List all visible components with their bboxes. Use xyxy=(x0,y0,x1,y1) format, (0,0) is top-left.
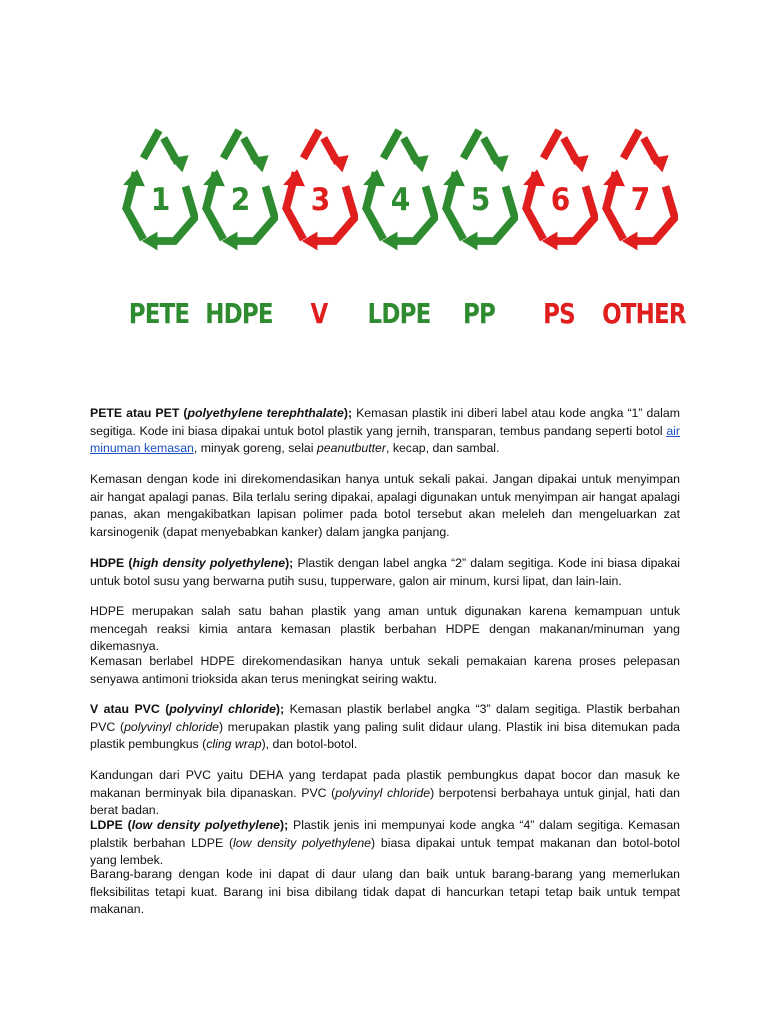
term-italic: high density polyethylene xyxy=(132,556,286,570)
resin-code-7 xyxy=(600,122,686,347)
italic-text: low density polyethylene xyxy=(233,835,372,850)
paragraph-text: Plastik jenis ini mempunyai kode angka “4” dalam segitiga. Kemasan plalstik berbahan LDPE ( xyxy=(90,818,681,850)
paragraph-text: ) berpotensi berbahaya untuk ginjal, hati dan berat badan. xyxy=(90,785,680,818)
term-italic: polyvinyl chloride xyxy=(169,702,276,716)
recycle-triangle-icon xyxy=(520,122,598,282)
resin-code-5 xyxy=(440,122,518,347)
code-number: 3 xyxy=(310,181,331,218)
paragraph-text: Kemasan dengan kode ini direkomendasikan hanya untuk sekali pakai. Jangan dipakai untuk menyimpan air hangat apalagi panas. Bila terlalu sering dipakai, apalagi digunakan untuk menyimpan air hangat apalagi panas, akan mengakibatkan lapisan polimer pada botol tersebut akan meleleh dan mengeluarkan zat karsinogenik (dapat menyebabkan kanker) dalam jangka panjang. xyxy=(90,472,680,539)
paragraph-ldpe xyxy=(90,817,680,870)
paragraph-hdpe-recommendation xyxy=(90,653,680,688)
recycle-triangle-icon xyxy=(440,122,518,282)
term-heading: PETE atau PET ( xyxy=(90,406,188,420)
recycle-triangle-icon xyxy=(360,122,438,282)
paragraph-text: Kemasan plastik ini diberi label atau kode angka “1” dalam segitiga. Kode ini biasa dipakai untuk botol plastik yang jernih, transparan, tembus pandang seperti botol xyxy=(90,406,680,438)
term-heading: HDPE ( xyxy=(90,556,133,570)
paragraph-text: , minyak goreng, selai xyxy=(193,441,317,456)
paragraph-text: Plastik dengan label angka “2” dalam segitiga. Kode ini biasa dipakai untuk botol susu yang berwarna putih susu, tupperware, galon air minum, kursi lipat, dan lain-lain. xyxy=(90,556,680,588)
plastic-codes-image xyxy=(120,112,686,357)
code-number: 2 xyxy=(230,181,251,218)
paragraph-pvc-danger xyxy=(90,767,680,820)
paragraph-text: ) biasa dipakai untuk tempat makanan dan botol-botol yang lembek. xyxy=(90,835,680,868)
paragraph-text: , kecap, dan sambal. xyxy=(385,441,500,456)
paragraph-pete xyxy=(90,405,680,458)
paragraph-text: Kandungan dari PVC yaitu DEHA yang terdapat pada plastik pembungkus dapat bocor dan masuk ke makanan berminyak bila dipanaskan. PVC ( xyxy=(90,768,680,800)
paragraph-hdpe-safety xyxy=(90,603,680,656)
term-heading: LDPE ( xyxy=(90,818,132,832)
code-label: V xyxy=(310,297,328,330)
resin-code-1 xyxy=(120,122,198,347)
code-number: 5 xyxy=(470,181,491,218)
term-heading-end: ); xyxy=(275,702,285,716)
paragraph-pvc xyxy=(90,701,680,754)
paragraph-text: ) merupakan plastik yang paling sulit didaur ulang. Plastik ini bisa ditemukan pada plastik pembungkus ( xyxy=(90,719,680,752)
code-number: 1 xyxy=(150,181,171,218)
italic-text: cling wrap xyxy=(206,737,262,752)
code-label: HDPE xyxy=(205,297,273,330)
term-italic: polyethylene terephthalate xyxy=(187,406,344,420)
air-minuman-kemasan-link[interactable]: air minuman kemasan xyxy=(90,423,680,456)
paragraph-text: Barang-barang dengan kode ini dapat di daur ulang dan baik untuk barang-barang yang memerlukan fleksibilitas tetapi kuat. Barang ini bisa dibilang tidak dapat di hancurkan tetapi tetap baik untuk tempat makanan. xyxy=(90,867,680,917)
code-label: PP xyxy=(462,297,496,330)
term-heading-end: ); xyxy=(280,818,289,832)
term-heading-end: ); xyxy=(285,556,294,570)
resin-code-6 xyxy=(520,122,598,347)
paragraph-ldpe-uses xyxy=(90,866,680,919)
paragraph-pete-warning xyxy=(90,471,680,541)
resin-code-2 xyxy=(200,122,278,347)
paragraph-text: ), dan botol-botol. xyxy=(261,737,358,752)
recycle-triangle-icon xyxy=(200,122,278,282)
term-heading-end: ); xyxy=(343,406,353,420)
paragraph-hdpe xyxy=(90,555,680,590)
recycle-triangle-icon xyxy=(280,122,358,282)
code-number: 4 xyxy=(390,181,411,218)
recycle-triangle-icon xyxy=(120,122,198,282)
term-italic: low density polyethylene xyxy=(131,818,281,832)
code-label: OTHER xyxy=(602,297,686,330)
italic-text: polyvinyl chloride xyxy=(335,785,431,800)
code-label: PETE xyxy=(128,297,190,330)
paragraph-text: Kemasan plastik berlabel angka “3” dalam segitiga. Plastik berbahan PVC ( xyxy=(90,702,680,734)
resin-code-3 xyxy=(280,122,358,347)
italic-text: polyvinyl chloride xyxy=(124,719,219,734)
code-label: PS xyxy=(543,297,575,330)
paragraph-text: Kemasan berlabel HDPE direkomendasikan hanya untuk sekali pemakaian karena proses pelepasan senyawa antimoni trioksida akan terus meningkat seiring waktu. xyxy=(90,654,680,686)
code-number: 7 xyxy=(630,181,651,218)
resin-code-4 xyxy=(360,122,438,347)
code-label: LDPE xyxy=(367,297,431,330)
paragraph-text: HDPE merupakan salah satu bahan plastik yang aman untuk digunakan karena kemampuan untuk mencegah reaksi kimia antara kemasan plastik berbahan HDPE dengan makanan/minuman yang dikemasnya. xyxy=(90,604,680,654)
code-number: 6 xyxy=(550,181,571,218)
italic-text: peanutbutter xyxy=(316,441,386,456)
term-heading: V atau PVC ( xyxy=(90,702,170,716)
recycle-triangle-icon xyxy=(600,122,678,282)
